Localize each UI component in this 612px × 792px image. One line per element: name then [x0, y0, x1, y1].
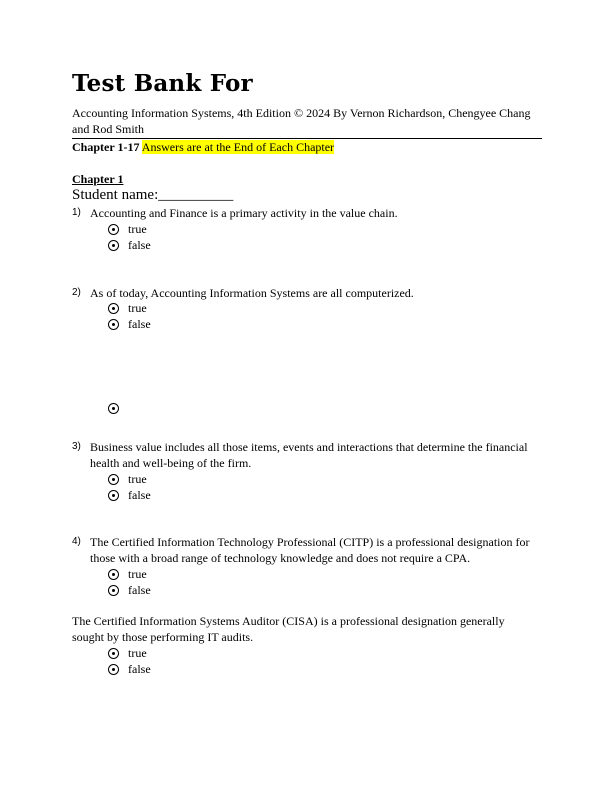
- question-text: As of today, Accounting Information Systems are all computerized.: [90, 286, 414, 300]
- radio-icon[interactable]: [108, 664, 119, 675]
- option-blank[interactable]: [108, 400, 128, 416]
- question-text: The Certified Information Technology Professional (CITP) is a professional designation for those with a broad range of technology knowledge and does not require a CPA.: [90, 535, 530, 565]
- option-true[interactable]: [108, 566, 147, 582]
- option-false[interactable]: [108, 487, 151, 503]
- radio-icon[interactable]: [108, 403, 119, 414]
- radio-icon[interactable]: [108, 240, 119, 251]
- chapter-range: Chapter 1-17: [72, 140, 140, 154]
- option-false[interactable]: [108, 316, 151, 332]
- option-label: false: [128, 238, 151, 252]
- option-label: true: [128, 301, 147, 315]
- question-number: 2): [72, 287, 81, 298]
- option-label: true: [128, 567, 147, 581]
- radio-icon[interactable]: [108, 474, 119, 485]
- option-label: true: [128, 646, 147, 660]
- document-title: Test Bank For: [72, 70, 253, 97]
- option-true[interactable]: [108, 471, 147, 487]
- option-label: false: [128, 662, 151, 676]
- student-name-line: Student name:__________: [72, 187, 234, 203]
- radio-icon[interactable]: [108, 224, 119, 235]
- option-false[interactable]: [108, 237, 151, 253]
- document-subtitle: Accounting Information Systems, 4th Edition © 2024 By Vernon Richardson, Chengyee Chang and Rod Smith: [72, 106, 531, 136]
- radio-icon[interactable]: [108, 585, 119, 596]
- option-false[interactable]: [108, 582, 151, 598]
- option-label: false: [128, 317, 151, 331]
- header-rule: [72, 138, 542, 139]
- chapter-range-line: [72, 140, 334, 154]
- radio-icon[interactable]: [108, 490, 119, 501]
- radio-icon[interactable]: [108, 319, 119, 330]
- question-number: 1): [72, 207, 81, 218]
- question-text: Accounting and Finance is a primary activity in the value chain.: [90, 206, 398, 220]
- option-true[interactable]: [108, 645, 147, 661]
- option-label: false: [128, 488, 151, 502]
- option-label: true: [128, 222, 147, 236]
- question-number: 3): [72, 441, 81, 452]
- option-false[interactable]: [108, 661, 151, 677]
- question-text: Business value includes all those items, events and interactions that determine the financial health and well-being of the firm.: [90, 440, 528, 470]
- question-text: The Certified Information Systems Auditor (CISA) is a professional designation generally sought by those performing IT audits.: [72, 614, 505, 644]
- chapter-label: Chapter 1: [72, 172, 124, 186]
- question-number: 4): [72, 536, 81, 547]
- radio-icon[interactable]: [108, 648, 119, 659]
- option-true[interactable]: [108, 300, 147, 316]
- option-true[interactable]: [108, 221, 147, 237]
- option-label: true: [128, 472, 147, 486]
- option-label: false: [128, 583, 151, 597]
- radio-icon[interactable]: [108, 303, 119, 314]
- radio-icon[interactable]: [108, 569, 119, 580]
- chapter-note-highlight: Answers are at the End of Each Chapter: [141, 140, 335, 154]
